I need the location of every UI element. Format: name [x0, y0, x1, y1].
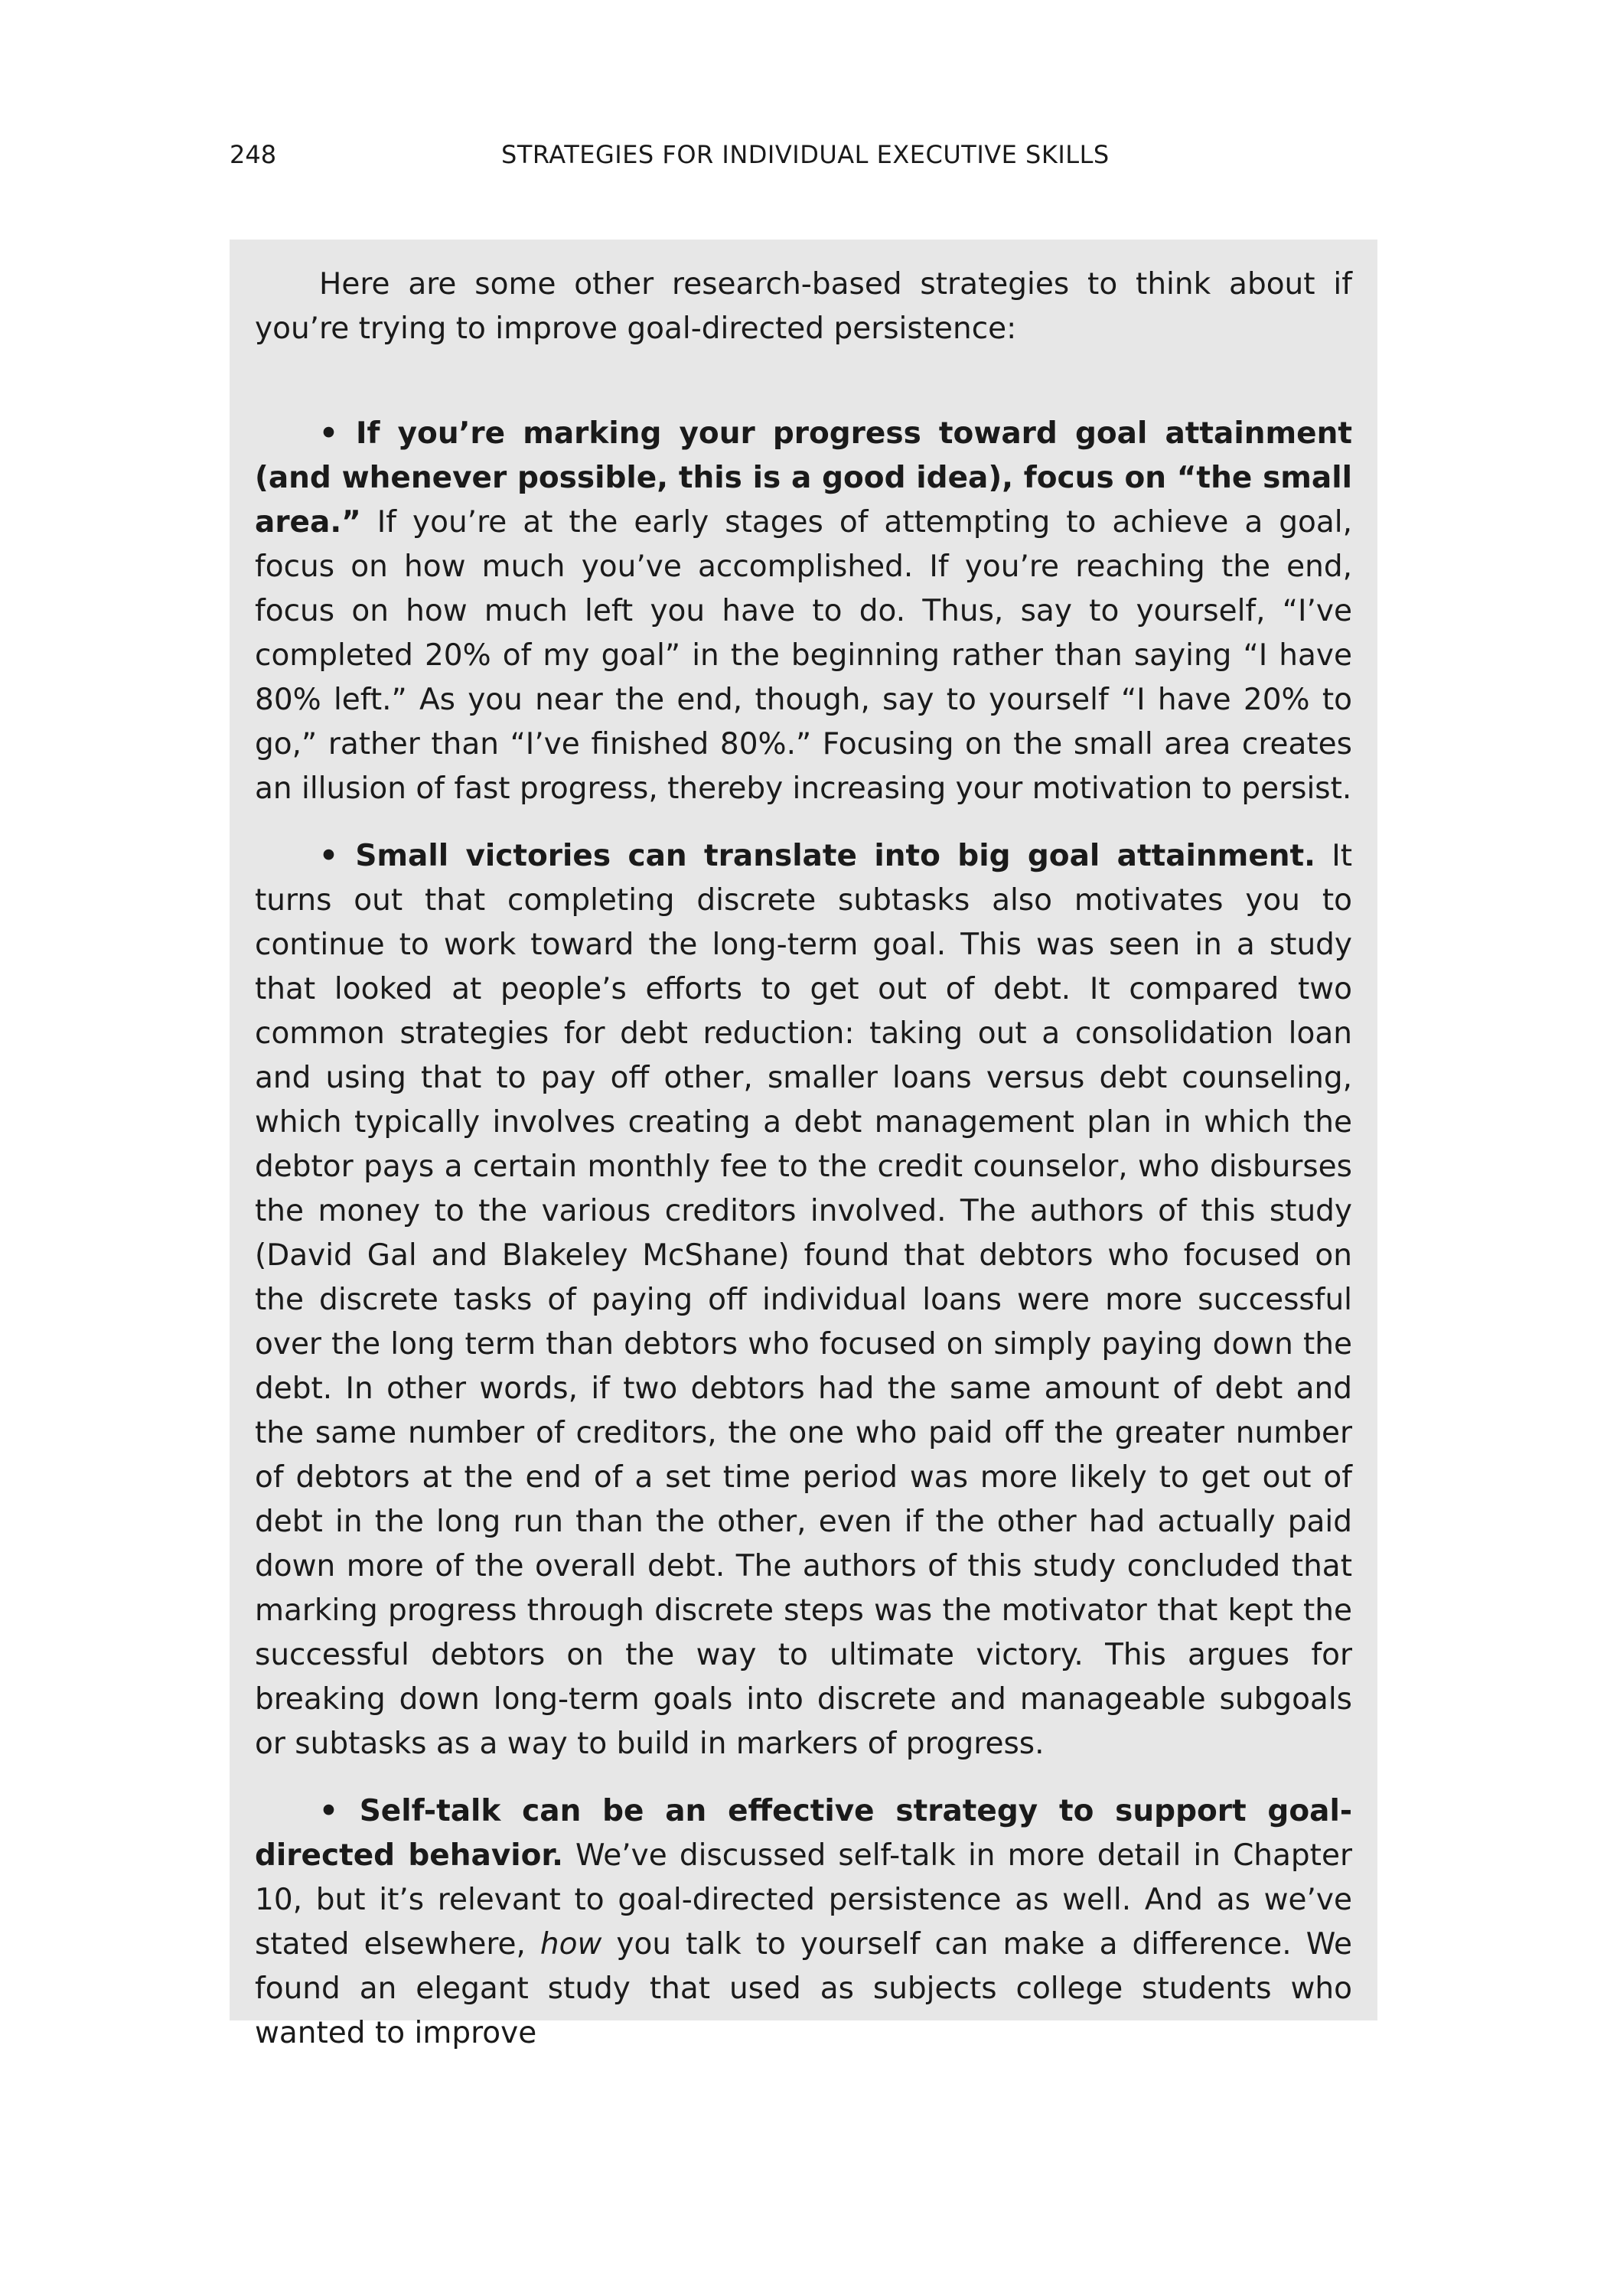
bullet-body-emphasis: how — [539, 1927, 602, 1962]
bullet-body-text: It turns out that completing discrete subtasks also motivates you to continue to work toward the long-term goal. This was seen in a study that looked at people’s efforts to get out of debt. It compared two common strategies for debt reduction: taking out a consolidation loan and using that to pay off other, smaller loans versus debt counseling, which typically involves creating a debt management plan in which the debtor pays a certain monthly fee to the credit counselor, who disburses the money to the various creditors involved. The authors of this study (David Gal and Blakeley McShane) found that debtors who focused on the discrete tasks of paying off individual loans were more successful over the long term than debtors who focused on simply paying down the debt. In other words, if two debtors had the same amount of debt and the same number of creditors, the one who paid off the greater number of debtors at the end of a set time period was more likely to get out of debt in the long run than the other, even if the other had actually paid down more of the overall debt. The authors of this study concluded that marking progress through discrete steps was the motivator that kept the successful debtors on the way to ultimate victory. This argues for breaking down long-term goals into discrete and manageable subgoals or subtasks as a way to build in markers of progress. — [255, 839, 1352, 1761]
bullet-marker: • — [319, 1794, 338, 1828]
bullet-marker: • — [319, 416, 338, 451]
bullet-lead-text: Self-talk can be an effective strategy to support goal-directed behavior. — [255, 1794, 1353, 1873]
running-head — [230, 138, 1377, 171]
intro-paragraph: Here are some other research-based strategies to think about if you’re trying to improve goal-directed persistence: — [255, 267, 1352, 346]
page-number: 248 — [230, 140, 277, 169]
bullet-marker: • — [319, 839, 338, 873]
bullet-lead — [319, 839, 1315, 873]
bullet-body-text: you talk to yourself can make a difference. We found an elegant study that used as subjects college students who wanted to improve — [255, 1927, 1352, 2050]
strategy-sidebar-box — [230, 240, 1377, 2050]
bullet-lead-text: Small victories can translate into big goal attainment. — [355, 839, 1315, 873]
bullet-paragraph-small-victories — [255, 834, 1352, 1766]
running-title: STRATEGIES FOR INDIVIDUAL EXECUTIVE SKILLS — [501, 140, 1110, 169]
bullet-body-text: If you’re at the early stages of attempting to achieve a goal, focus on how much you’ve accomplished. If you’re reaching the end, focus on how much left you have to do. Thus, say to yourself, “I’ve completed 20% of my goal” in the beginning rather than saying “I have 80% left.” As you near the end, though, say to yourself “I have 20% to go,” rather than “I’ve finished 80%.” Focusing on the small area creates an illusion of fast progress, thereby increasing your motivation to persist. — [255, 505, 1352, 806]
bullet-paragraph-self-talk — [255, 1789, 1352, 2056]
bullet-body-text: We’ve discussed self-talk in more detail in Chapter 10, but it’s relevant to goal-directed persistence as well. And as we’ve stated elsewhere, — [255, 1838, 1352, 1962]
bullet-lead-text: If you’re marking your progress toward goal attainment (and whenever possible, this is a good idea), focus on “the small area.” — [255, 416, 1352, 540]
bullet-paragraph-small-area — [255, 412, 1352, 811]
